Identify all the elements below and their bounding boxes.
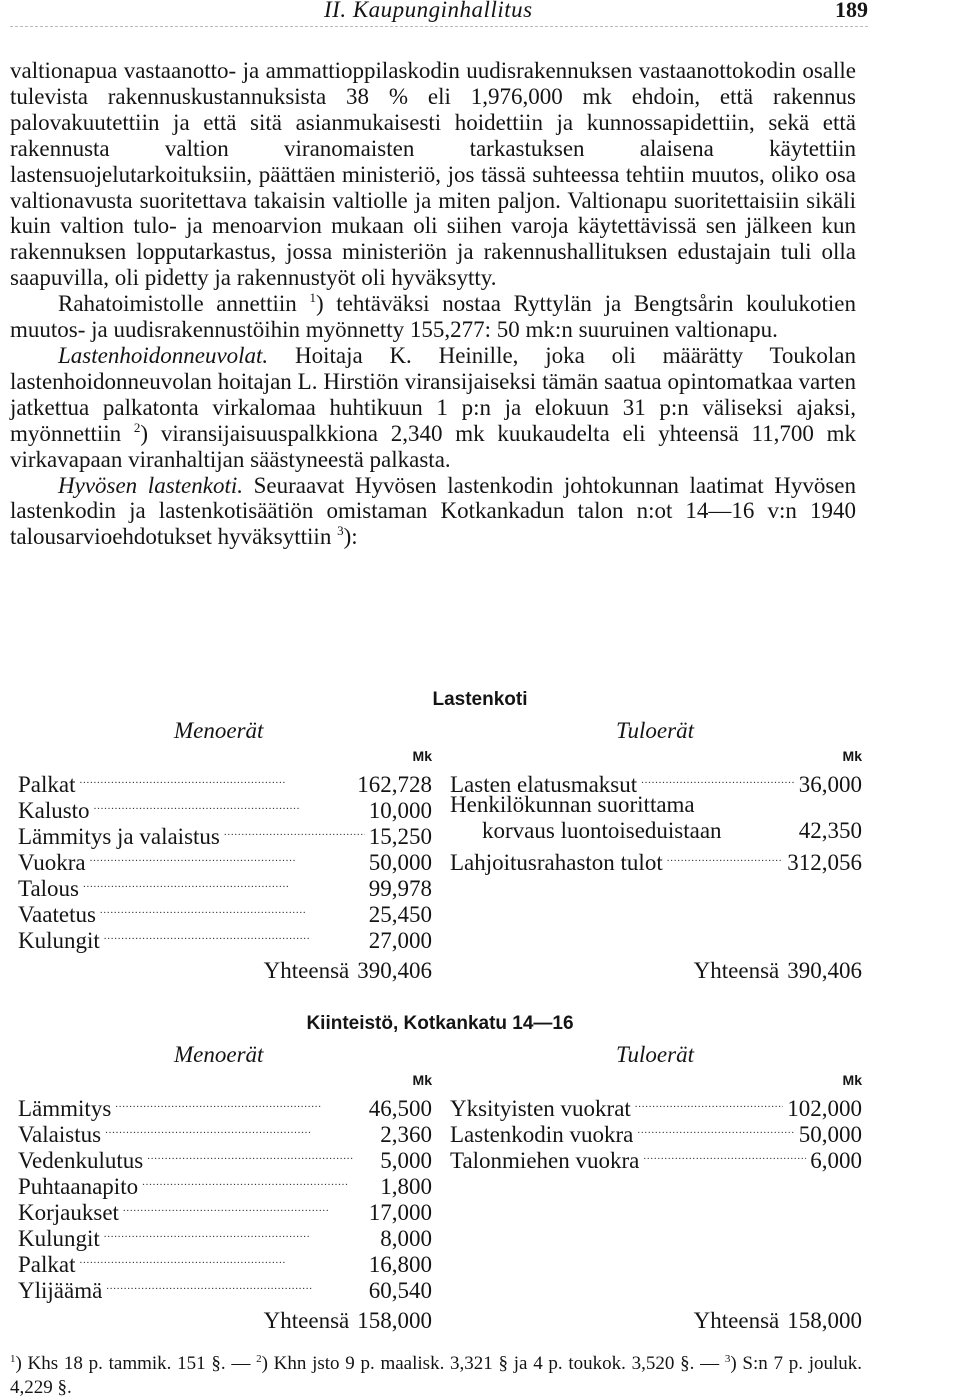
total-amount: 158,000 bbox=[787, 1308, 862, 1333]
row-label: Lämmitys ja valaistus bbox=[18, 824, 220, 849]
body-text bbox=[10, 58, 856, 550]
dot-leader bbox=[90, 844, 365, 870]
dot-leader bbox=[106, 1272, 364, 1298]
dot-leader bbox=[224, 818, 365, 844]
income-column bbox=[450, 718, 862, 984]
row-amount: 1,800 bbox=[380, 1174, 432, 1199]
row-amount: 312,056 bbox=[787, 850, 862, 875]
budget-title-kiinteisto: Kiinteistö, Kotkankatu 14—16 bbox=[306, 1013, 574, 1034]
total-amount: 158,000 bbox=[357, 1308, 432, 1333]
total-row bbox=[18, 1308, 432, 1334]
running-header bbox=[0, 0, 960, 30]
income-heading: Tuloerät bbox=[616, 1042, 694, 1067]
row-amount: 50,000 bbox=[368, 850, 432, 875]
paragraph-1: valtionapua vastaanotto- ja ammattioppilaskodin uudisrakennuksen vastaanottokodin osalle tulevista rakennuskustannuksista 38 % eli 1,976,000 mk ehdoin, että rakennus palovakuutettiin ja että sitä asianmukaisesti hoidettiin ja kunnossapidettiin, sekä että rakennusta valtion viranomaisten tarkastuksen alaisena käytettiin lastensuojelutarkoituksiin, päättäen ministeriö, jos tässä suhteessa tehtiin muutos, oliko osa valtionavusta suoritettava takaisin valtiolle ja miten paljon. Valtionapu suoritettaisiin sikäli kuin valtion tulo- ja menoarvion mukaan oli siihen varoja käytettävissä sen jälkeen kun rakennuksen lopputarkastus, jossa ministeriön ja rakennushallituksen edustajain tuli olla saapuvilla, oli pidetty ja rakennustyöt oli hyväksytty. bbox=[10, 58, 856, 291]
table-row bbox=[18, 1246, 432, 1277]
table-row bbox=[450, 844, 862, 875]
row-label: Lasten elatusmaksut bbox=[450, 772, 638, 797]
total-label: Yhteensä bbox=[263, 958, 350, 983]
footnotes bbox=[10, 1352, 862, 1400]
dot-leader bbox=[667, 844, 784, 870]
row-label: Lämmitys bbox=[18, 1096, 112, 1121]
unit-label: Mk bbox=[842, 748, 862, 764]
dot-leader bbox=[147, 1142, 376, 1168]
footnote-3: ) S:n 7 p. jouluk. 4,229 §. bbox=[10, 1353, 863, 1398]
dot-leader bbox=[104, 1220, 376, 1246]
dot-leader bbox=[94, 792, 365, 818]
row-label: Korjaukset bbox=[18, 1200, 119, 1225]
row-amount: 42,350 bbox=[798, 818, 862, 843]
row-label: Talonmiehen vuokra bbox=[450, 1148, 640, 1173]
row-label: Valaistus bbox=[18, 1122, 102, 1147]
footnote-ref-3: 3 bbox=[337, 523, 344, 539]
row-amount: 8,000 bbox=[380, 1226, 432, 1251]
row-amount: 15,250 bbox=[368, 824, 432, 849]
footnote-ref-1: 1 bbox=[309, 290, 316, 306]
dot-leader bbox=[100, 896, 365, 922]
dot-leader bbox=[123, 1194, 365, 1220]
footnote-mark-1: 1 bbox=[10, 1353, 16, 1365]
paragraph-4-text-a: Seuraavat Hyvösen lastenkodin johtokunnan laatimat Hyvösen lastenkodin ja lastenkotisäätiön omistaman Kotkankadun talon n:ot 14—16 v:n 1940 talousarvioehdotukset hyväksyttiin bbox=[10, 472, 856, 550]
dot-leader bbox=[104, 922, 365, 948]
dot-leader bbox=[80, 766, 354, 792]
row-amount: 2,360 bbox=[380, 1122, 432, 1147]
paragraph-4-text-b: ): bbox=[343, 524, 358, 550]
budget-title-lastenkoti: Lastenkoti bbox=[432, 689, 528, 710]
row-amount: 162,728 bbox=[357, 772, 432, 797]
row-amount: 5,000 bbox=[380, 1148, 432, 1173]
section-heading-hyvosen-lastenkoti: Hyvösen lastenkoti. bbox=[58, 472, 243, 498]
expenses-column bbox=[18, 718, 432, 984]
expenses-column bbox=[18, 1042, 432, 1334]
dot-leader bbox=[637, 1116, 794, 1142]
row-amount: 36,000 bbox=[798, 772, 862, 797]
paragraph-2-text-b: ) tehtäväksi nostaa Ryttylän ja Bengtsårin koulukotien muutos- ja uudisrakennustöihin myönnetty 155,277: 50 mk:n suuruinen valtionapu. bbox=[10, 291, 857, 343]
row-amount: 25,450 bbox=[368, 902, 432, 927]
row-label: Lahjoitusrahaston tulot bbox=[450, 850, 663, 875]
total-label: Yhteensä bbox=[693, 1308, 780, 1333]
table-row bbox=[18, 766, 432, 797]
row-amount: 6,000 bbox=[810, 1148, 862, 1173]
total-amount: 390,406 bbox=[787, 958, 862, 983]
dot-leader bbox=[635, 1090, 783, 1116]
dot-leader bbox=[643, 1142, 806, 1168]
row-label: korvaus luontoiseduistaan bbox=[482, 818, 722, 843]
row-label: Lastenkodin vuokra bbox=[450, 1122, 634, 1147]
row-amount: 10,000 bbox=[368, 798, 432, 823]
footnote-mark-3: 3 bbox=[724, 1353, 731, 1365]
table-row bbox=[18, 1090, 432, 1121]
row-label: Puhtaanapito bbox=[18, 1174, 139, 1199]
row-label: Kulungit bbox=[18, 1226, 100, 1251]
footnote-ref-2: 2 bbox=[133, 419, 141, 435]
income-column bbox=[450, 1042, 862, 1334]
paragraph-3-text-b: ) viransijaisuuspalkkiona 2,340 mk kuukaudelta eli yhteensä 11,700 mk virkavapaan viranhaltijan säästyneestä palkasta. bbox=[10, 420, 856, 472]
dot-leader bbox=[142, 1168, 376, 1194]
footnote-mark-2: 2 bbox=[256, 1353, 262, 1365]
total-amount: 390,406 bbox=[357, 958, 432, 983]
row-label: Henkilökunnan suorittama bbox=[450, 792, 695, 817]
unit-label: Mk bbox=[412, 1072, 432, 1088]
header-rule bbox=[10, 26, 868, 27]
row-label: Ylijäämä bbox=[18, 1278, 103, 1303]
paragraph-2-text-a: Rahatoimistolle annettiin bbox=[58, 291, 297, 317]
row-label: Palkat bbox=[18, 772, 76, 797]
total-label: Yhteensä bbox=[263, 1308, 350, 1333]
dot-leader bbox=[83, 870, 365, 896]
table-row bbox=[450, 1090, 862, 1121]
income-heading: Tuloerät bbox=[616, 718, 694, 743]
row-label: Kulungit bbox=[18, 928, 100, 953]
paragraph-3 bbox=[10, 343, 856, 473]
row-amount: 17,000 bbox=[368, 1200, 432, 1225]
row-amount: 60,540 bbox=[368, 1278, 432, 1303]
total-row bbox=[450, 958, 862, 984]
row-label: Yksityisten vuokrat bbox=[450, 1096, 631, 1121]
row-amount: 99,978 bbox=[368, 876, 432, 901]
paragraph-4 bbox=[10, 473, 856, 551]
section-heading-lastenhoidonneuvolat: Lastenhoidonneuvolat. bbox=[58, 342, 269, 368]
header-title: II. Kaupunginhallitus bbox=[324, 0, 533, 22]
row-amount: 46,500 bbox=[368, 1096, 432, 1121]
row-label: Talous bbox=[18, 876, 79, 901]
row-amount: 102,000 bbox=[787, 1096, 862, 1121]
expenses-heading: Menoerät bbox=[174, 718, 264, 743]
total-label: Yhteensä bbox=[693, 958, 780, 983]
total-row bbox=[18, 958, 432, 984]
dot-leader bbox=[115, 1090, 364, 1116]
row-label: Vaatetus bbox=[18, 902, 96, 927]
dot-leader bbox=[641, 766, 795, 792]
expenses-heading: Menoerät bbox=[174, 1042, 264, 1067]
row-amount: 27,000 bbox=[368, 928, 432, 953]
table-row bbox=[450, 766, 862, 797]
dot-leader bbox=[105, 1116, 376, 1142]
row-label: Vuokra bbox=[18, 850, 86, 875]
unit-label: Mk bbox=[842, 1072, 862, 1088]
table-row bbox=[450, 818, 862, 844]
row-amount: 16,800 bbox=[368, 1252, 432, 1277]
row-label: Vedenkulutus bbox=[18, 1148, 144, 1173]
row-label: Palkat bbox=[18, 1252, 76, 1277]
paragraph-2 bbox=[10, 291, 856, 343]
footnote-1: ) Khs 18 p. tammik. 151 §. — bbox=[15, 1353, 251, 1374]
row-amount: 50,000 bbox=[798, 1122, 862, 1147]
paragraph-3-text-a: Hoitaja K. Heinille, joka oli määrätty Toukolan lastenhoidonneuvolan hoitajan L. Hirstiön viransijaiseksi tämän saatua opintomatkaa varten jatkettua palkatonta virkalomaa huhtikuun 1 p:n ja elokuun 31 p:n väliseksi ajaksi, myönnettiin bbox=[10, 342, 856, 446]
unit-label: Mk bbox=[412, 748, 432, 764]
dot-leader bbox=[80, 1246, 365, 1272]
footnote-2: ) Khn jsto 9 p. maalisk. 3,321 § ja 4 p. toukok. 3,520 §. — bbox=[261, 1353, 720, 1374]
row-label: Kalusto bbox=[18, 798, 90, 823]
total-row bbox=[450, 1308, 862, 1334]
page-number: 189 bbox=[835, 0, 868, 22]
